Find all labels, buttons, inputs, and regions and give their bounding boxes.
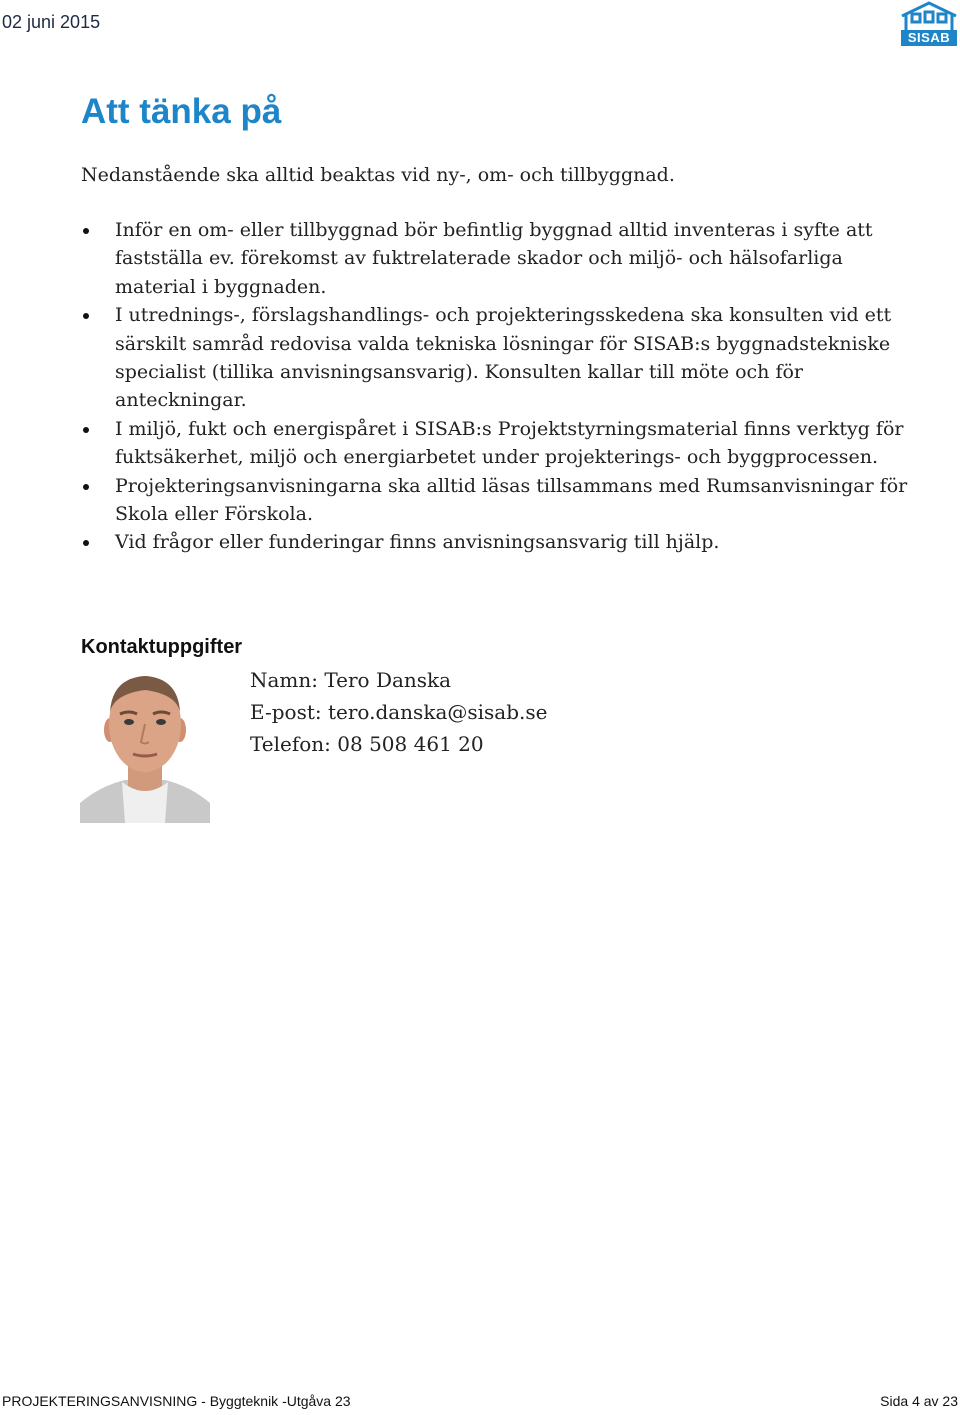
contact-details — [250, 664, 547, 760]
footer-page-number: Sida 4 av 23 — [880, 1393, 958, 1409]
bullet-list — [81, 216, 921, 557]
list-item — [81, 216, 921, 301]
portrait-image — [80, 668, 210, 823]
bullet-icon — [83, 484, 89, 490]
bullet-icon — [83, 540, 89, 546]
page-title: Att tänka på — [81, 92, 282, 131]
list-item-text: I utrednings-, förslagshandlings- och projekteringsskedena ska konsulten vid ett särskilt samråd redovisa valda tekniska lösningar för SISAB:s byggnadstekniske specialist (tillika anvisningsansvarig). Konsulten kallar till möte och för anteckningar. — [115, 304, 892, 412]
sisab-logo — [898, 0, 960, 50]
bullet-icon — [83, 228, 89, 234]
list-item-text: I miljö, fukt och energispåret i SISAB:s Projektstyrningsmaterial finns verktyg för fuktsäkerhet, miljö och energiarbetet under projekterings- och byggprocessen. — [115, 417, 904, 469]
intro-text: Nedanstående ska alltid beaktas vid ny-, om- och tillbyggnad. — [81, 164, 675, 186]
list-item — [81, 301, 921, 415]
list-item — [81, 415, 921, 472]
logo-text: SISAB — [901, 30, 957, 46]
contact-phone: Telefon: 08 508 461 20 — [250, 732, 484, 756]
contact-name: Namn: Tero Danska — [250, 668, 452, 692]
header-date: 02 juni 2015 — [2, 12, 101, 32]
list-item-text: Projekteringsanvisningarna ska alltid läsas tillsammans med Rumsanvisningar för Skola eller Förskola. — [115, 474, 908, 526]
contact-heading: Kontaktuppgifter — [81, 636, 243, 658]
contact-photo — [80, 668, 210, 823]
logo-house-icon — [898, 0, 960, 32]
bullet-icon — [83, 427, 89, 433]
bullet-icon — [83, 313, 89, 319]
list-item-text: Vid frågor eller funderingar finns anvisningsansvarig till hjälp. — [115, 531, 720, 554]
list-item-text: Inför en om- eller tillbyggnad bör befintlig byggnad alltid inventeras i syfte att fastställa ev. förekomst av fuktrelaterade skador och miljö- och hälsofarliga material i byggnaden. — [115, 219, 873, 298]
list-item — [81, 472, 921, 529]
contact-email: E-post: tero.danska@sisab.se — [250, 700, 548, 724]
list-item — [81, 528, 921, 556]
footer-document-title: PROJEKTERINGSANVISNING - Byggteknik -Utgåva 23 — [2, 1393, 351, 1409]
